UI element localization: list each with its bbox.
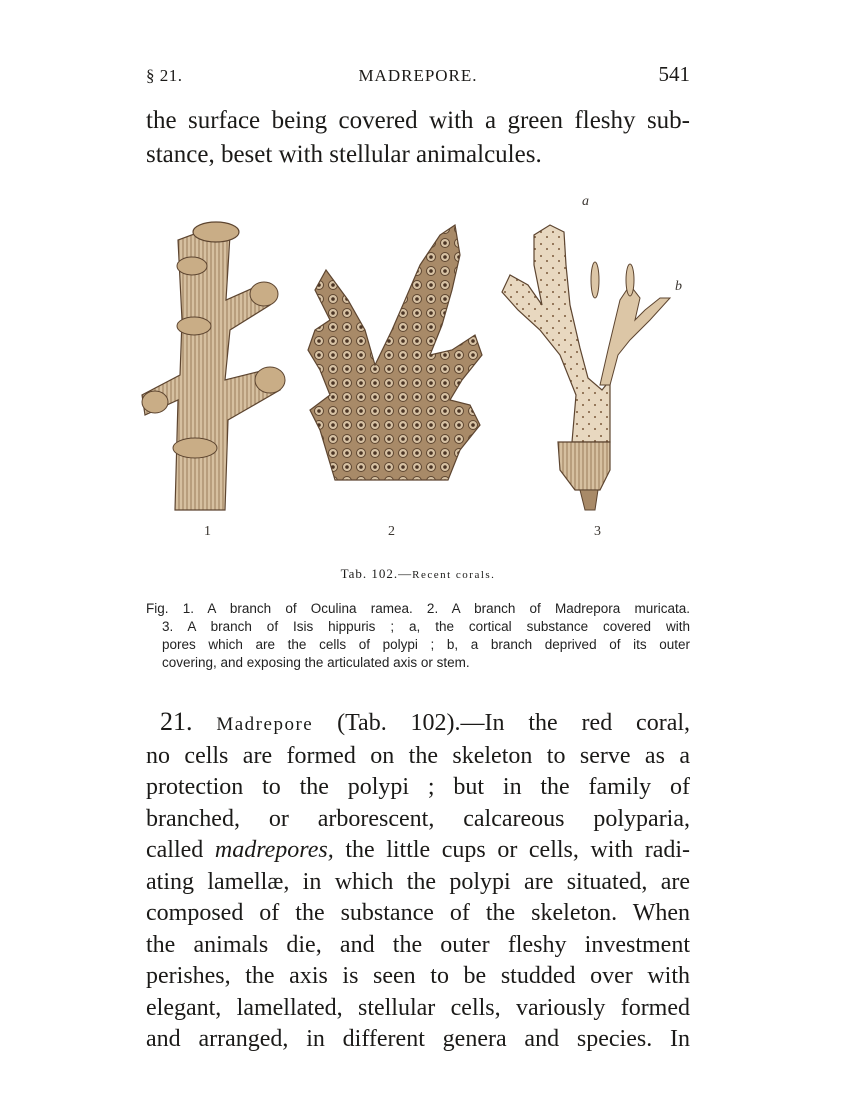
body-line: elegant, lamellated, stellular cells, variously formed (146, 994, 690, 1021)
body-line-1 (146, 706, 690, 741)
legend-line: pores which are the cells of polypi ; b, a branch deprived of its outer (162, 637, 690, 652)
body-line: protection to the polypi ; but in the family of (146, 774, 690, 800)
body-paragraph (146, 706, 690, 1056)
italic-suffix: the little cups or cells, with radi- (333, 837, 691, 863)
figure-number-1: 1 (204, 524, 211, 539)
plate-caption (146, 566, 690, 582)
coral-plate-illustration (130, 180, 690, 540)
section-number: 21. (160, 707, 193, 736)
legend-line: Fig. 1. A branch of Oculina ramea. 2. A branch of Madrepora muricata. (146, 601, 690, 616)
legend-line: covering, and exposing the articulated axis or stem. (162, 655, 470, 670)
page-number: 541 (658, 62, 690, 86)
body-line: ating lamellæ, in which the polypi are situated, are (146, 868, 690, 895)
section-mark: § 21. (146, 66, 183, 85)
coral-engravings (130, 180, 690, 540)
figure-2-madrepora (308, 225, 482, 480)
intro-line-2: stance, beset with stellular animalcules. (146, 141, 542, 168)
italic-prefix: called (146, 837, 215, 863)
figure-3-isis (502, 225, 670, 510)
figure-legend (146, 600, 690, 672)
body-line: no cells are formed on the skeleton to serve as a (146, 742, 690, 769)
body-line: and arranged, in different genera and species. In (146, 1026, 690, 1052)
body-line: perishes, the axis is seen to be studded over with (146, 963, 690, 989)
label-b: b (675, 279, 682, 294)
figure-number-3: 3 (594, 524, 601, 539)
body-line: branched, or arborescent, calcareous polyparia, (146, 805, 690, 832)
intro-line-1: the surface being covered with a green fleshy sub- (146, 107, 690, 134)
running-head (146, 62, 690, 88)
section-heading: Madrepore (216, 714, 314, 735)
running-title: MADREPORE. (358, 66, 478, 85)
caption-title: Recent corals. (412, 569, 496, 581)
body-line: the animals die, and the outer fleshy investment (146, 931, 690, 958)
figure-number-2: 2 (388, 524, 395, 539)
body-line-italic (146, 835, 690, 867)
body-line-1-rest: (Tab. 102).—In the red coral, (337, 710, 691, 736)
intro-paragraph (146, 104, 690, 172)
label-a: a (582, 194, 589, 209)
body-line: composed of the substance of the skeleton. When (146, 900, 690, 926)
figure-1-oculina (142, 222, 285, 510)
legend-line: 3. A branch of Isis hippuris ; a, the cortical substance covered with (162, 619, 690, 634)
caption-prefix: Tab. 102.— (340, 566, 413, 581)
italic-term: madrepores, (214, 837, 334, 863)
